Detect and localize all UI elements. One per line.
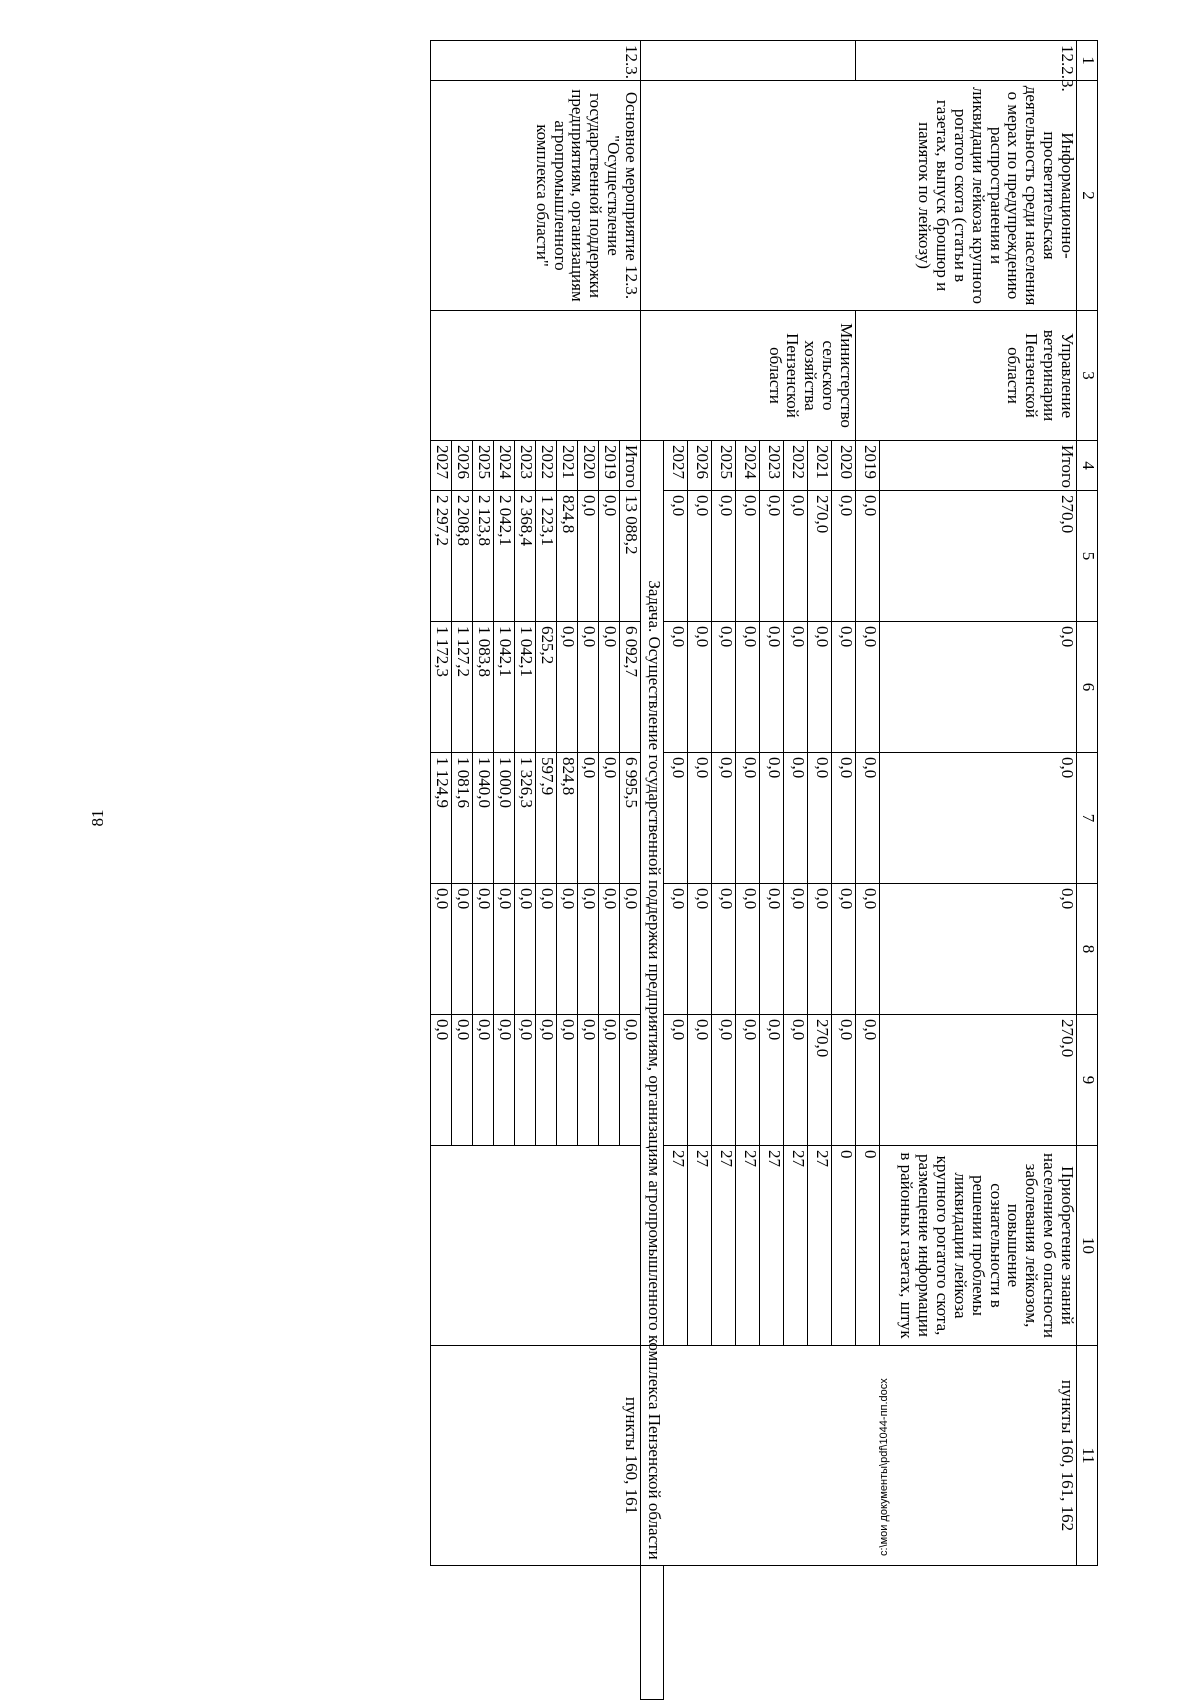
value-cell: 1 127,2 (452, 622, 473, 753)
indicator-value: 27 (760, 1146, 784, 1346)
value-cell: 1 000,0 (494, 753, 515, 884)
value-cell: 0,0 (536, 1015, 557, 1146)
value-cell: 0,0 (832, 491, 856, 622)
value-cell: 0,0 (760, 884, 784, 1015)
value-cell: 0,0 (664, 884, 688, 1015)
value-cell: 6 995,5 (620, 753, 641, 884)
value-cell: 1 172,3 (431, 622, 452, 753)
value-cell: 0,0 (808, 753, 832, 884)
points-cell: пункты 160, 161, 162 (641, 1346, 1077, 1566)
value-cell: 0,0 (712, 491, 736, 622)
program-table (430, 40, 1098, 1700)
year-cell: Итого (880, 441, 1077, 491)
year-cell: 2024 (494, 441, 515, 491)
value-cell: 0,0 (880, 753, 1077, 884)
value-cell: 1 124,9 (431, 753, 452, 884)
indicator-value: 27 (712, 1146, 736, 1346)
value-cell: 597,9 (536, 753, 557, 884)
value-cell: 0,0 (688, 753, 712, 884)
value-cell: 0,0 (599, 1015, 620, 1146)
indicator-value: 0 (832, 1146, 856, 1346)
header-cell: 3 (1077, 311, 1098, 441)
empty-cell (431, 311, 641, 441)
header-cell: 2 (1077, 81, 1098, 311)
header-cell: 10 (1077, 1146, 1098, 1346)
year-cell: 2024 (736, 441, 760, 491)
header-cell: 1 (1077, 41, 1098, 81)
value-cell: 0,0 (736, 753, 760, 884)
measure-name: Основное мероприятие 12.3. "Осуществление государственной поддержки предприятиям, организациям агропромышленного комплекса области" (431, 81, 641, 311)
value-cell: 2 123,8 (473, 491, 494, 622)
year-cell: 2019 (599, 441, 620, 491)
points-cell: пункты 160, 161 (431, 1346, 641, 1566)
footer-file-path: c:\мои документы\pdf\1044-пп.docx (878, 1378, 890, 1556)
value-cell: 6 092,7 (620, 622, 641, 753)
value-cell: 0,0 (599, 491, 620, 622)
header-cell: 7 (1077, 753, 1098, 884)
value-cell: 0,0 (760, 491, 784, 622)
value-cell: 0,0 (620, 884, 641, 1015)
value-cell: 0,0 (578, 1015, 599, 1146)
year-cell: 2023 (760, 441, 784, 491)
year-cell: 2025 (712, 441, 736, 491)
value-cell: 0,0 (688, 491, 712, 622)
value-cell: 625,2 (536, 622, 557, 753)
value-cell: 0,0 (515, 1015, 536, 1146)
indicator-value: 27 (784, 1146, 808, 1346)
row-number: 12.3. (431, 41, 641, 81)
header-row (1077, 41, 1098, 1700)
value-cell: 0,0 (784, 753, 808, 884)
value-cell: 0,0 (712, 1015, 736, 1146)
indicator-value: 27 (736, 1146, 760, 1346)
value-cell: 1 083,8 (473, 622, 494, 753)
year-cell: 2027 (431, 441, 452, 491)
year-cell: 2021 (808, 441, 832, 491)
value-cell: 0,0 (473, 1015, 494, 1146)
value-cell: 1 042,1 (494, 622, 515, 753)
value-cell: 1 042,1 (515, 622, 536, 753)
value-cell: 0,0 (473, 884, 494, 1015)
value-cell: 270,0 (880, 1015, 1077, 1146)
value-cell: 0,0 (712, 753, 736, 884)
value-cell: 0,0 (620, 1015, 641, 1146)
value-cell: 0,0 (557, 622, 578, 753)
value-cell: 0,0 (515, 884, 536, 1015)
year-cell: 2020 (832, 441, 856, 491)
value-cell: 0,0 (664, 1015, 688, 1146)
value-cell: 0,0 (664, 491, 688, 622)
value-cell: 0,0 (599, 622, 620, 753)
page-number: 81 (88, 809, 107, 827)
year-cell: 2019 (856, 441, 880, 491)
row-number: 12.2.3. (856, 41, 1077, 81)
year-cell: Итого (620, 441, 641, 491)
value-cell: 0,0 (808, 622, 832, 753)
measure-name: Информационно-просветительская деятельность среди населения о мерах по предупреждению распространения и ликвидации лейкоза крупного рогатого скота (статьи в газетах, выпуск брошюр и памяток по лейкозу) (641, 81, 1077, 311)
value-cell: 0,0 (736, 884, 760, 1015)
value-cell: 0,0 (557, 884, 578, 1015)
value-cell: 0,0 (736, 1015, 760, 1146)
executor: Министерство сельского хозяйства Пензенской области (641, 311, 856, 441)
value-cell: 0,0 (578, 884, 599, 1015)
value-cell: 270,0 (880, 491, 1077, 622)
value-cell: 1 223,1 (536, 491, 557, 622)
header-cell: 11 (1077, 1346, 1098, 1566)
value-cell: 0,0 (832, 1015, 856, 1146)
value-cell: 2 368,4 (515, 491, 536, 622)
indicator-value: 0 (856, 1146, 880, 1346)
year-cell: 2021 (557, 441, 578, 491)
value-cell: 824,8 (557, 753, 578, 884)
value-cell: 0,0 (832, 622, 856, 753)
value-cell: 0,0 (784, 491, 808, 622)
header-cell: 6 (1077, 622, 1098, 753)
year-cell: 2022 (784, 441, 808, 491)
value-cell: 0,0 (760, 753, 784, 884)
value-cell: 0,0 (578, 622, 599, 753)
value-cell: 0,0 (688, 622, 712, 753)
value-cell: 0,0 (760, 1015, 784, 1146)
indicator-value: 27 (808, 1146, 832, 1346)
value-cell: 0,0 (880, 622, 1077, 753)
value-cell: 1 326,3 (515, 753, 536, 884)
year-cell: 2026 (452, 441, 473, 491)
indicator-value: 27 (688, 1146, 712, 1346)
year-cell: 2025 (473, 441, 494, 491)
year-cell: 2023 (515, 441, 536, 491)
value-cell: 2 042,1 (494, 491, 515, 622)
executor: Управление ветеринарии Пензенской области (856, 311, 1077, 441)
value-cell: 0,0 (431, 884, 452, 1015)
value-cell: 0,0 (736, 491, 760, 622)
value-cell: 0,0 (536, 884, 557, 1015)
year-cell: 2020 (578, 441, 599, 491)
table-row (880, 41, 1077, 1700)
header-cell: 9 (1077, 1015, 1098, 1146)
empty-cell (641, 41, 856, 81)
header-cell: 5 (1077, 491, 1098, 622)
value-cell: 824,8 (557, 491, 578, 622)
rotated-table-container (170, 40, 1098, 1700)
value-cell: 0,0 (599, 753, 620, 884)
value-cell: 0,0 (431, 1015, 452, 1146)
value-cell: 0,0 (856, 491, 880, 622)
value-cell: 0,0 (784, 622, 808, 753)
value-cell: 0,0 (494, 1015, 515, 1146)
value-cell: 270,0 (808, 1015, 832, 1146)
value-cell: 0,0 (808, 884, 832, 1015)
value-cell: 0,0 (760, 622, 784, 753)
year-cell: 2022 (536, 441, 557, 491)
value-cell: 1 040,0 (473, 753, 494, 884)
value-cell: 0,0 (578, 491, 599, 622)
value-cell: 0,0 (784, 884, 808, 1015)
value-cell: 0,0 (688, 884, 712, 1015)
value-cell: 0,0 (856, 622, 880, 753)
value-cell: 0,0 (856, 753, 880, 884)
value-cell: 0,0 (856, 1015, 880, 1146)
year-cell: 2027 (664, 441, 688, 491)
value-cell: 2 208,8 (452, 491, 473, 622)
value-cell: 2 297,2 (431, 491, 452, 622)
value-cell: 0,0 (578, 753, 599, 884)
empty-cell (431, 1146, 641, 1346)
indicator-cell: Приобретение знаний населением об опасности заболевания лейкозом, повышение сознательности в решении проблемы ликвидации лейкоза крупного рогатого скота, размещение информации в районных газетах, штук (880, 1146, 1077, 1346)
value-cell: 0,0 (832, 884, 856, 1015)
indicator-value: 27 (664, 1146, 688, 1346)
value-cell: 0,0 (736, 622, 760, 753)
value-cell: 0,0 (784, 1015, 808, 1146)
value-cell: 0,0 (664, 753, 688, 884)
value-cell: 0,0 (452, 884, 473, 1015)
value-cell: 0,0 (688, 1015, 712, 1146)
value-cell: 270,0 (808, 491, 832, 622)
value-cell: 0,0 (599, 884, 620, 1015)
value-cell: 0,0 (880, 884, 1077, 1015)
value-cell: 0,0 (712, 622, 736, 753)
value-cell: 0,0 (452, 1015, 473, 1146)
value-cell: 1 081,6 (452, 753, 473, 884)
value-cell: 0,0 (832, 753, 856, 884)
year-cell: 2026 (688, 441, 712, 491)
header-cell: 4 (1077, 441, 1098, 491)
table-row (620, 41, 641, 1700)
value-cell: 0,0 (856, 884, 880, 1015)
value-cell: 13 088,2 (620, 491, 641, 622)
value-cell: 0,0 (712, 884, 736, 1015)
header-cell: 8 (1077, 884, 1098, 1015)
value-cell: 0,0 (494, 884, 515, 1015)
task-title: Задача. Осуществление государственной поддержки предприятиям, организациям агропромышленного комплекса Пензенской области (641, 441, 664, 1700)
value-cell: 0,0 (664, 622, 688, 753)
value-cell: 0,0 (557, 1015, 578, 1146)
